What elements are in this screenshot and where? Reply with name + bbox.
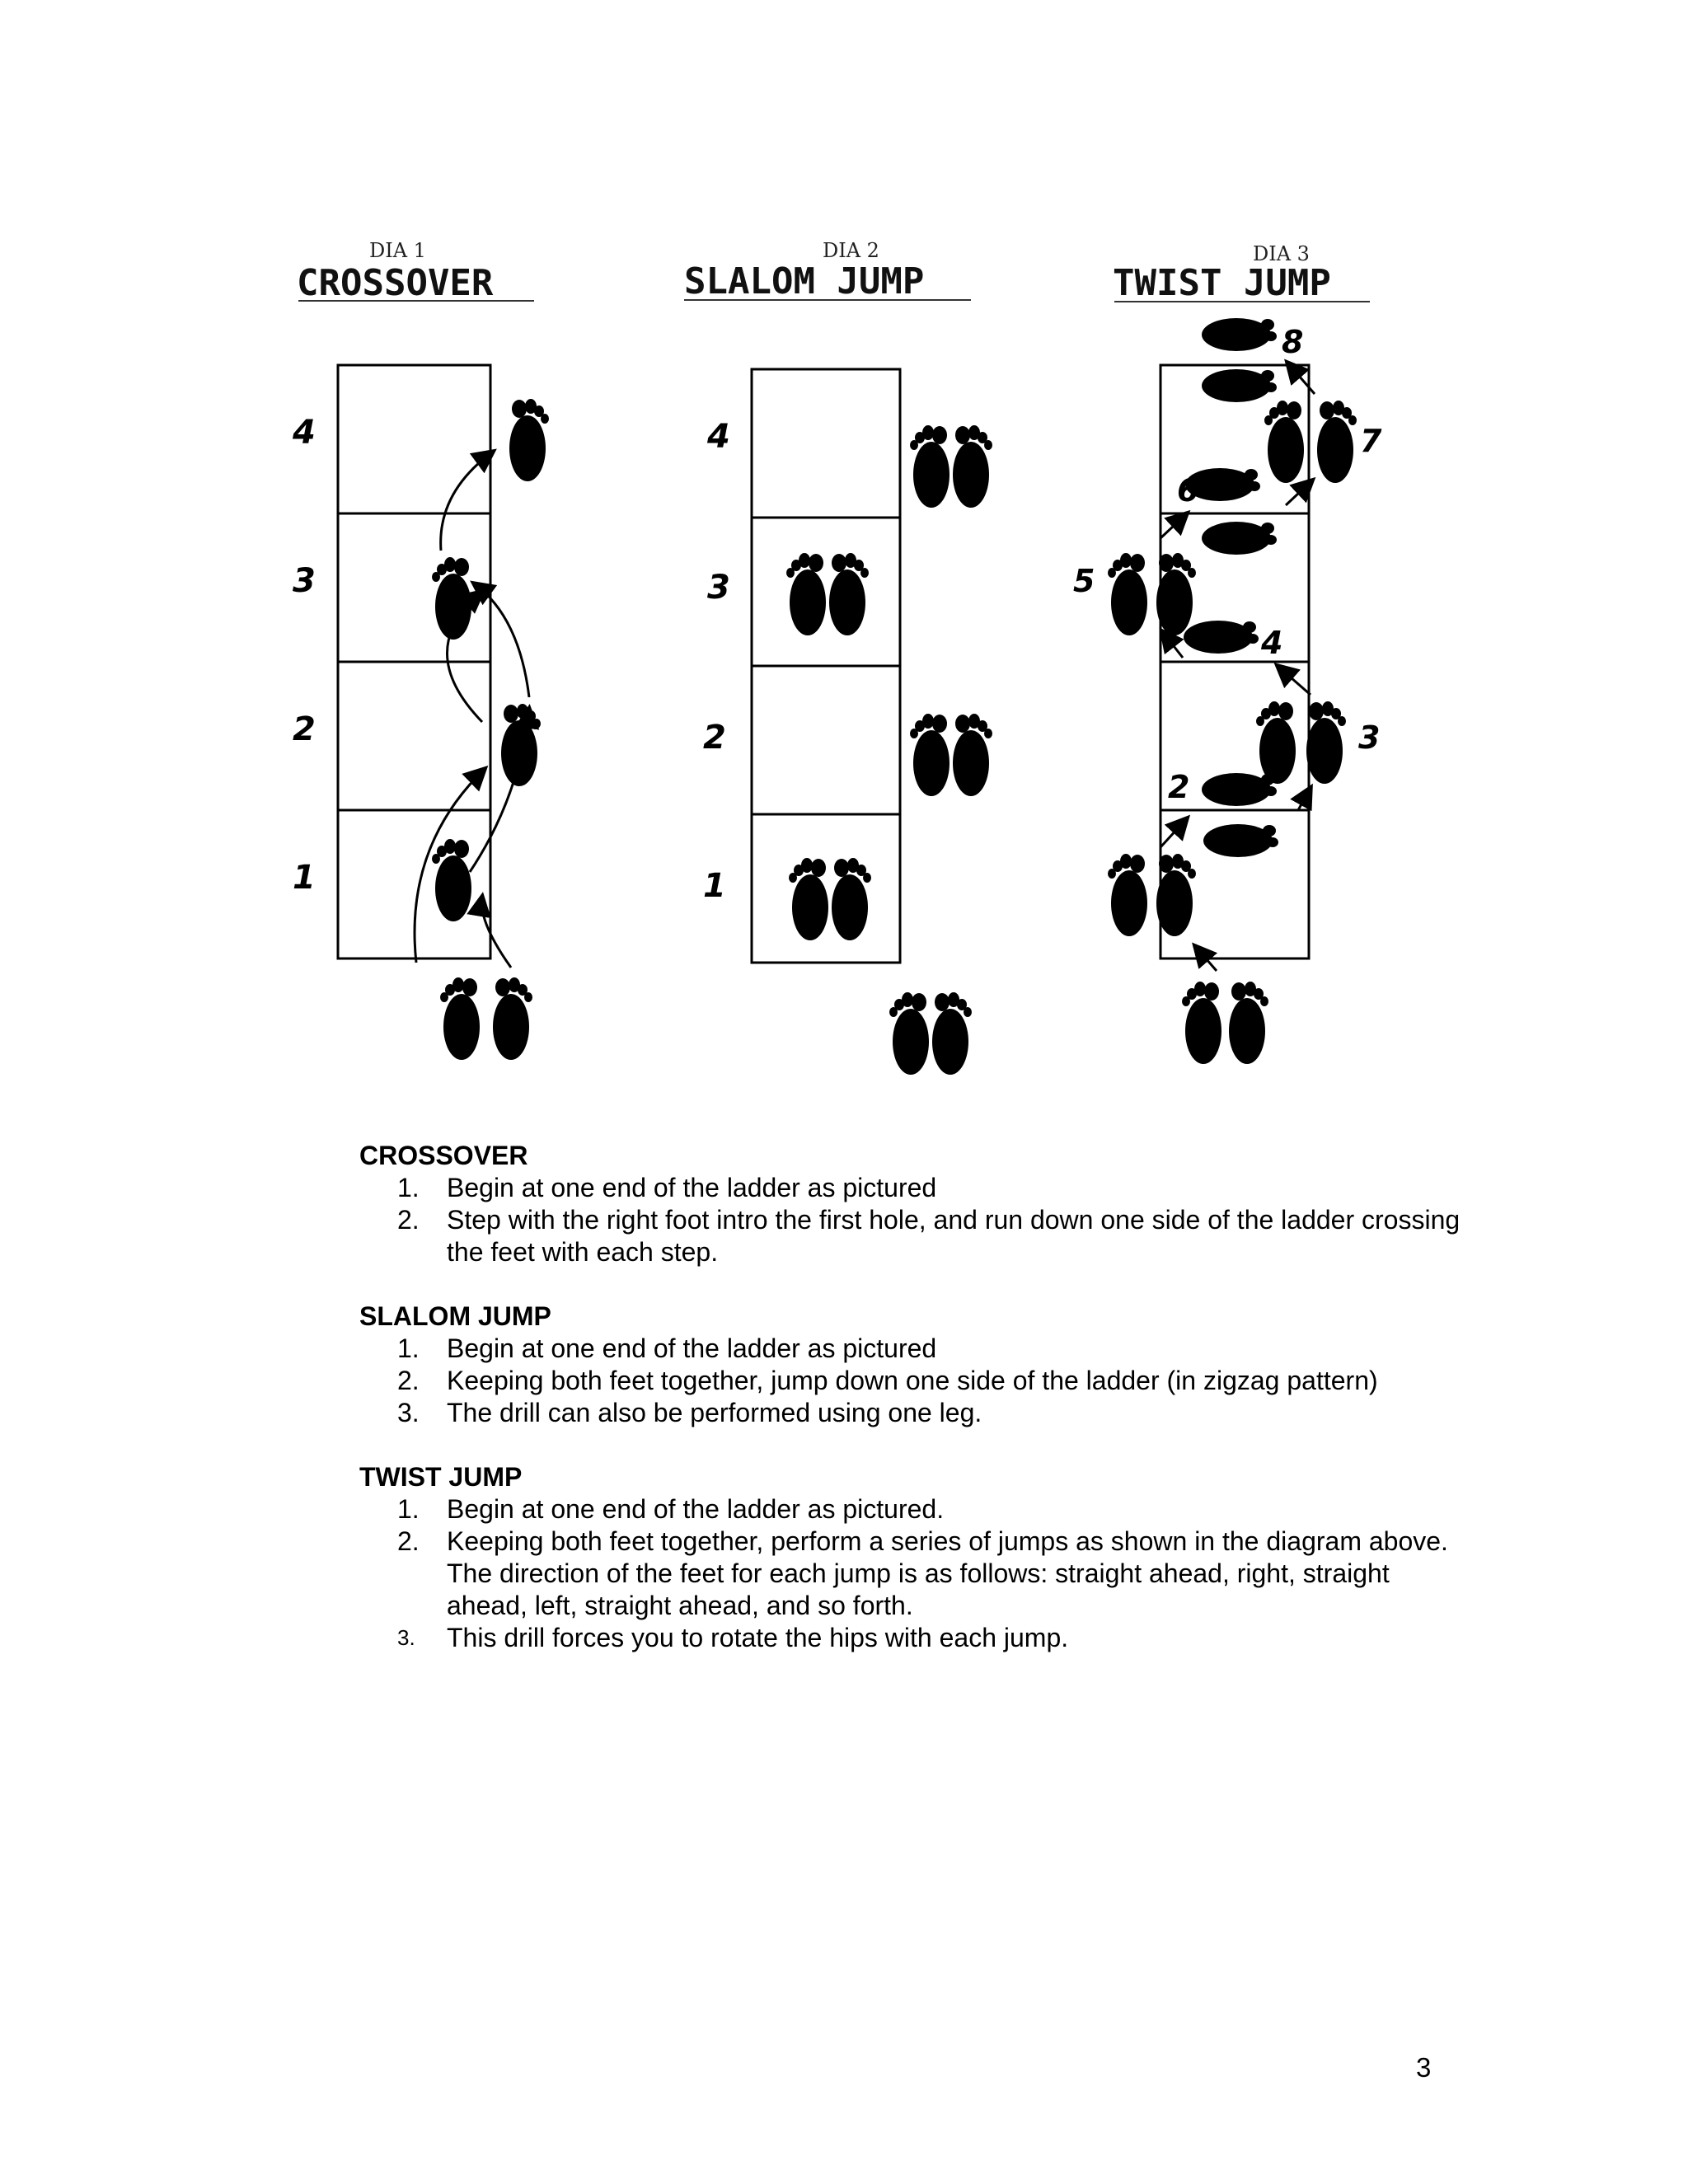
- section-title: TWIST JUMP: [359, 1462, 523, 1492]
- list-item: [359, 1365, 1464, 1397]
- instructions-text: [359, 1140, 1464, 1686]
- list-item: [359, 1622, 1464, 1654]
- list-item: [359, 1204, 1464, 1268]
- item-text: Keeping both feet together, jump down one side of the ladder (in zigzag pattern): [447, 1366, 1378, 1395]
- item-number: 2.: [397, 1366, 420, 1395]
- item-number: 3.: [397, 1625, 415, 1650]
- list-item: [359, 1172, 1464, 1204]
- dia1-rung-2: 2: [293, 710, 316, 748]
- dia2-caption: DIA 2: [823, 239, 879, 262]
- item-number: 1.: [397, 1173, 420, 1202]
- item-text: Begin at one end of the ladder as pictured.: [447, 1494, 945, 1524]
- dia2-rung-2: 2: [703, 719, 726, 757]
- diagram-slalom-jump: [684, 239, 992, 1075]
- twist-step-2: 2: [1168, 769, 1190, 805]
- dia2-title: SLALOM JUMP: [684, 260, 925, 302]
- twist-step-7: 7: [1360, 423, 1382, 459]
- item-number: 1.: [397, 1333, 420, 1363]
- item-number: 1.: [397, 1494, 420, 1524]
- drill-diagrams-figure: [272, 221, 1414, 1082]
- twist-step-8: 8: [1282, 324, 1304, 360]
- item-number: 3.: [397, 1398, 420, 1427]
- section-slalom-jump: [359, 1301, 1464, 1429]
- list-item: [359, 1397, 1464, 1429]
- dia3-caption: DIA 3: [1253, 242, 1310, 265]
- dia2-rung-3: 3: [707, 569, 730, 607]
- twist-step-3: 3: [1358, 719, 1381, 756]
- dia2-rung-1: 1: [703, 867, 726, 905]
- item-number: 2.: [397, 1205, 420, 1235]
- twist-step-1: 1: [1116, 872, 1138, 908]
- item-text: Keeping both feet together, perform a series of jumps as shown in the diagram above. The direction of the feet for each jump is as follows: straight ahead, right, straight ahead, left, straight ahead, and so forth.: [447, 1526, 1448, 1620]
- dia1-caption: DIA 1: [369, 239, 426, 262]
- item-text: The drill can also be performed using one leg.: [447, 1398, 982, 1427]
- item-number: 2.: [397, 1526, 420, 1556]
- dia3-title: TWIST JUMP: [1113, 262, 1331, 304]
- list-item: [359, 1526, 1464, 1622]
- section-title: CROSSOVER: [359, 1141, 528, 1170]
- item-text: Step with the right foot intro the first hole, and run down one side of the ladder crossing the feet with each step.: [447, 1205, 1461, 1267]
- twist-step-6: 6: [1177, 472, 1199, 509]
- page-number: 3: [1416, 2052, 1432, 2083]
- twist-step-4: 4: [1261, 625, 1283, 661]
- twist-step-5: 5: [1073, 563, 1095, 599]
- diagram-twist-jump: [1073, 242, 1382, 1064]
- ladder-2: [752, 369, 900, 963]
- section-title: SLALOM JUMP: [359, 1301, 551, 1331]
- item-text: Begin at one end of the ladder as pictured: [447, 1333, 937, 1363]
- dia1-rung-4: 4: [293, 414, 316, 452]
- dia1-title: CROSSOVER: [297, 262, 494, 304]
- dia1-rung-3: 3: [293, 562, 316, 600]
- dia1-rung-1: 1: [293, 859, 316, 897]
- section-twist-jump: [359, 1461, 1464, 1654]
- section-crossover: [359, 1140, 1464, 1268]
- item-text: Begin at one end of the ladder as pictured: [447, 1173, 937, 1202]
- list-item: [359, 1333, 1464, 1365]
- dia2-rung-4: 4: [707, 418, 730, 456]
- item-text: This drill forces you to rotate the hips with each jump.: [447, 1623, 1069, 1652]
- diagram-crossover: [292, 239, 549, 1060]
- list-item: [359, 1493, 1464, 1526]
